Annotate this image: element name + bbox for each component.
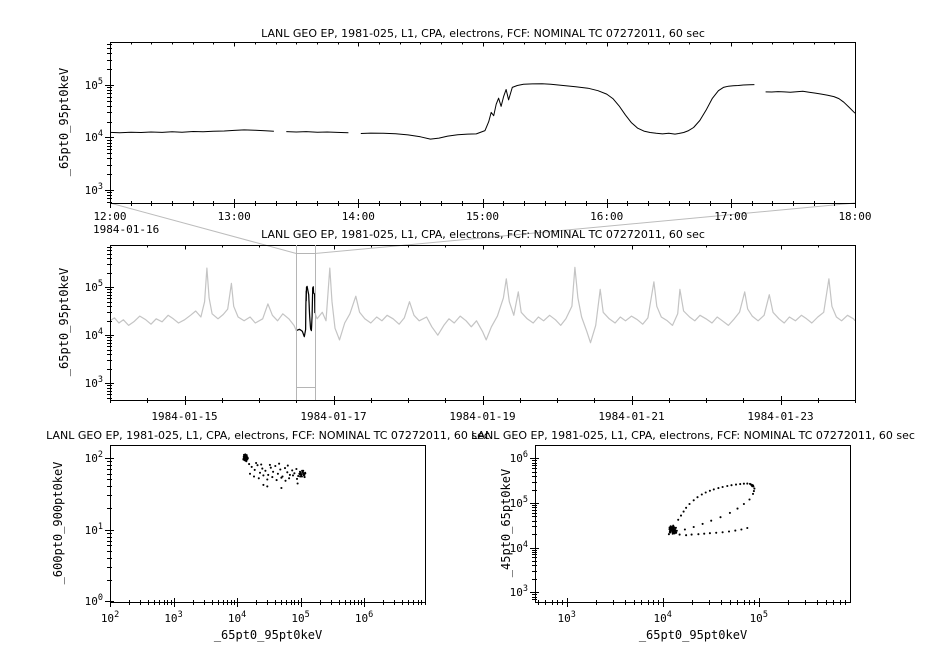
y-axis-label-scatter-left: _600pt0_900pt0keV xyxy=(51,461,65,585)
plot-frame xyxy=(111,43,856,204)
tick-label: $10^3$ xyxy=(84,375,103,390)
scatter-dots xyxy=(669,484,755,536)
tick-label: $10^5$ xyxy=(84,279,103,294)
tick-label: $10^5$ xyxy=(509,495,528,510)
tick-label: $10^3$ xyxy=(84,182,103,197)
minor-ticks xyxy=(532,461,846,606)
tick-label: $10^6$ xyxy=(509,450,528,465)
panel-scatter_right[interactable] xyxy=(510,446,851,626)
tick-label: $10^5$ xyxy=(291,610,310,625)
axis-tick-labels xyxy=(510,450,768,625)
tick-label: $10^3$ xyxy=(509,584,528,599)
plot-title-scatter-right: LANL GEO EP, 1981-025, L1, CPA, electrons, FCF: NOMINAL TC 07272011, 60 sec xyxy=(471,429,915,442)
tick-label: $10^5$ xyxy=(749,610,768,625)
panel-scatter_left[interactable] xyxy=(85,446,426,626)
tick-label: 1984-01-21 xyxy=(598,410,665,423)
scatter-points xyxy=(243,454,305,488)
tick-label: 12:00 xyxy=(93,210,127,223)
plot-frame xyxy=(536,446,851,603)
tick-label: 1984-01-19 xyxy=(449,410,516,423)
series-highlight-interval xyxy=(296,286,315,336)
x-axis-label-scatter-left: _65pt0_95pt0keV xyxy=(213,628,323,642)
axis-tick-labels xyxy=(85,450,374,625)
x-axis-date-label: 1984-01-16 xyxy=(93,223,160,236)
y-axis-label-scatter-right: _45pt0_65pt0keV xyxy=(499,468,513,578)
scatter-points xyxy=(669,484,755,536)
axis-tick-labels xyxy=(85,279,814,423)
tick-label: $10^3$ xyxy=(164,610,183,625)
tick-label: 13:00 xyxy=(217,210,251,223)
tick-label: $10^4$ xyxy=(227,610,247,625)
major-ticks xyxy=(105,43,856,209)
tick-label: $10^2$ xyxy=(84,450,103,465)
tick-label: $10^2$ xyxy=(100,610,120,625)
plot-title-scatter-left: LANL GEO EP, 1981-025, L1, CPA, electrons, FCF: NOMINAL TC 07272011, 60 sec xyxy=(46,429,490,442)
scatter-dots xyxy=(243,454,305,488)
plot-frame xyxy=(111,446,426,603)
y-axis-label-top: _65pt0_95pt0keV xyxy=(57,67,71,177)
y-axis-label-context: _65pt0_95pt0keV xyxy=(57,267,71,377)
tick-label: $10^5$ xyxy=(84,77,103,92)
tick-label: 16:00 xyxy=(590,210,624,223)
tick-label: 18:00 xyxy=(838,210,872,223)
minor-ticks xyxy=(107,462,426,606)
tick-label: $10^4$ xyxy=(509,540,528,555)
tick-label: $10^6$ xyxy=(354,610,374,625)
plot-frame xyxy=(111,246,856,401)
tick-label: $10^4$ xyxy=(653,610,672,625)
tick-label: 17:00 xyxy=(714,210,748,223)
major-ticks xyxy=(530,459,760,608)
minor-ticks xyxy=(107,246,856,404)
series-context-flux xyxy=(110,267,855,342)
tick-label: $10^3$ xyxy=(557,610,576,625)
series-electron-flux xyxy=(110,84,855,139)
tick-label: $10^0$ xyxy=(84,593,103,608)
tick-label: 1984-01-15 xyxy=(151,410,218,423)
tick-label: 1984-01-23 xyxy=(747,410,814,423)
tick-label: $10^1$ xyxy=(84,522,103,537)
panel-context[interactable] xyxy=(85,245,856,423)
panel-top[interactable] xyxy=(85,43,872,224)
tick-label: 15:00 xyxy=(465,210,500,223)
major-ticks xyxy=(105,459,365,608)
x-axis-label-scatter-right: _65pt0_95pt0keV xyxy=(638,628,748,642)
tick-label: 14:00 xyxy=(341,210,375,223)
minor-ticks xyxy=(107,43,835,207)
tick-label: $10^4$ xyxy=(84,327,103,342)
plot-title-top: LANL GEO EP, 1981-025, L1, CPA, electrons, FCF: NOMINAL TC 07272011, 60 sec xyxy=(261,27,705,40)
plot-title-context: LANL GEO EP, 1981-025, L1, CPA, electrons, FCF: NOMINAL TC 07272011, 60 sec xyxy=(261,228,705,241)
axis-tick-labels xyxy=(85,77,872,223)
tick-label: $10^4$ xyxy=(84,129,103,144)
tick-label: 1984-01-17 xyxy=(300,410,367,423)
